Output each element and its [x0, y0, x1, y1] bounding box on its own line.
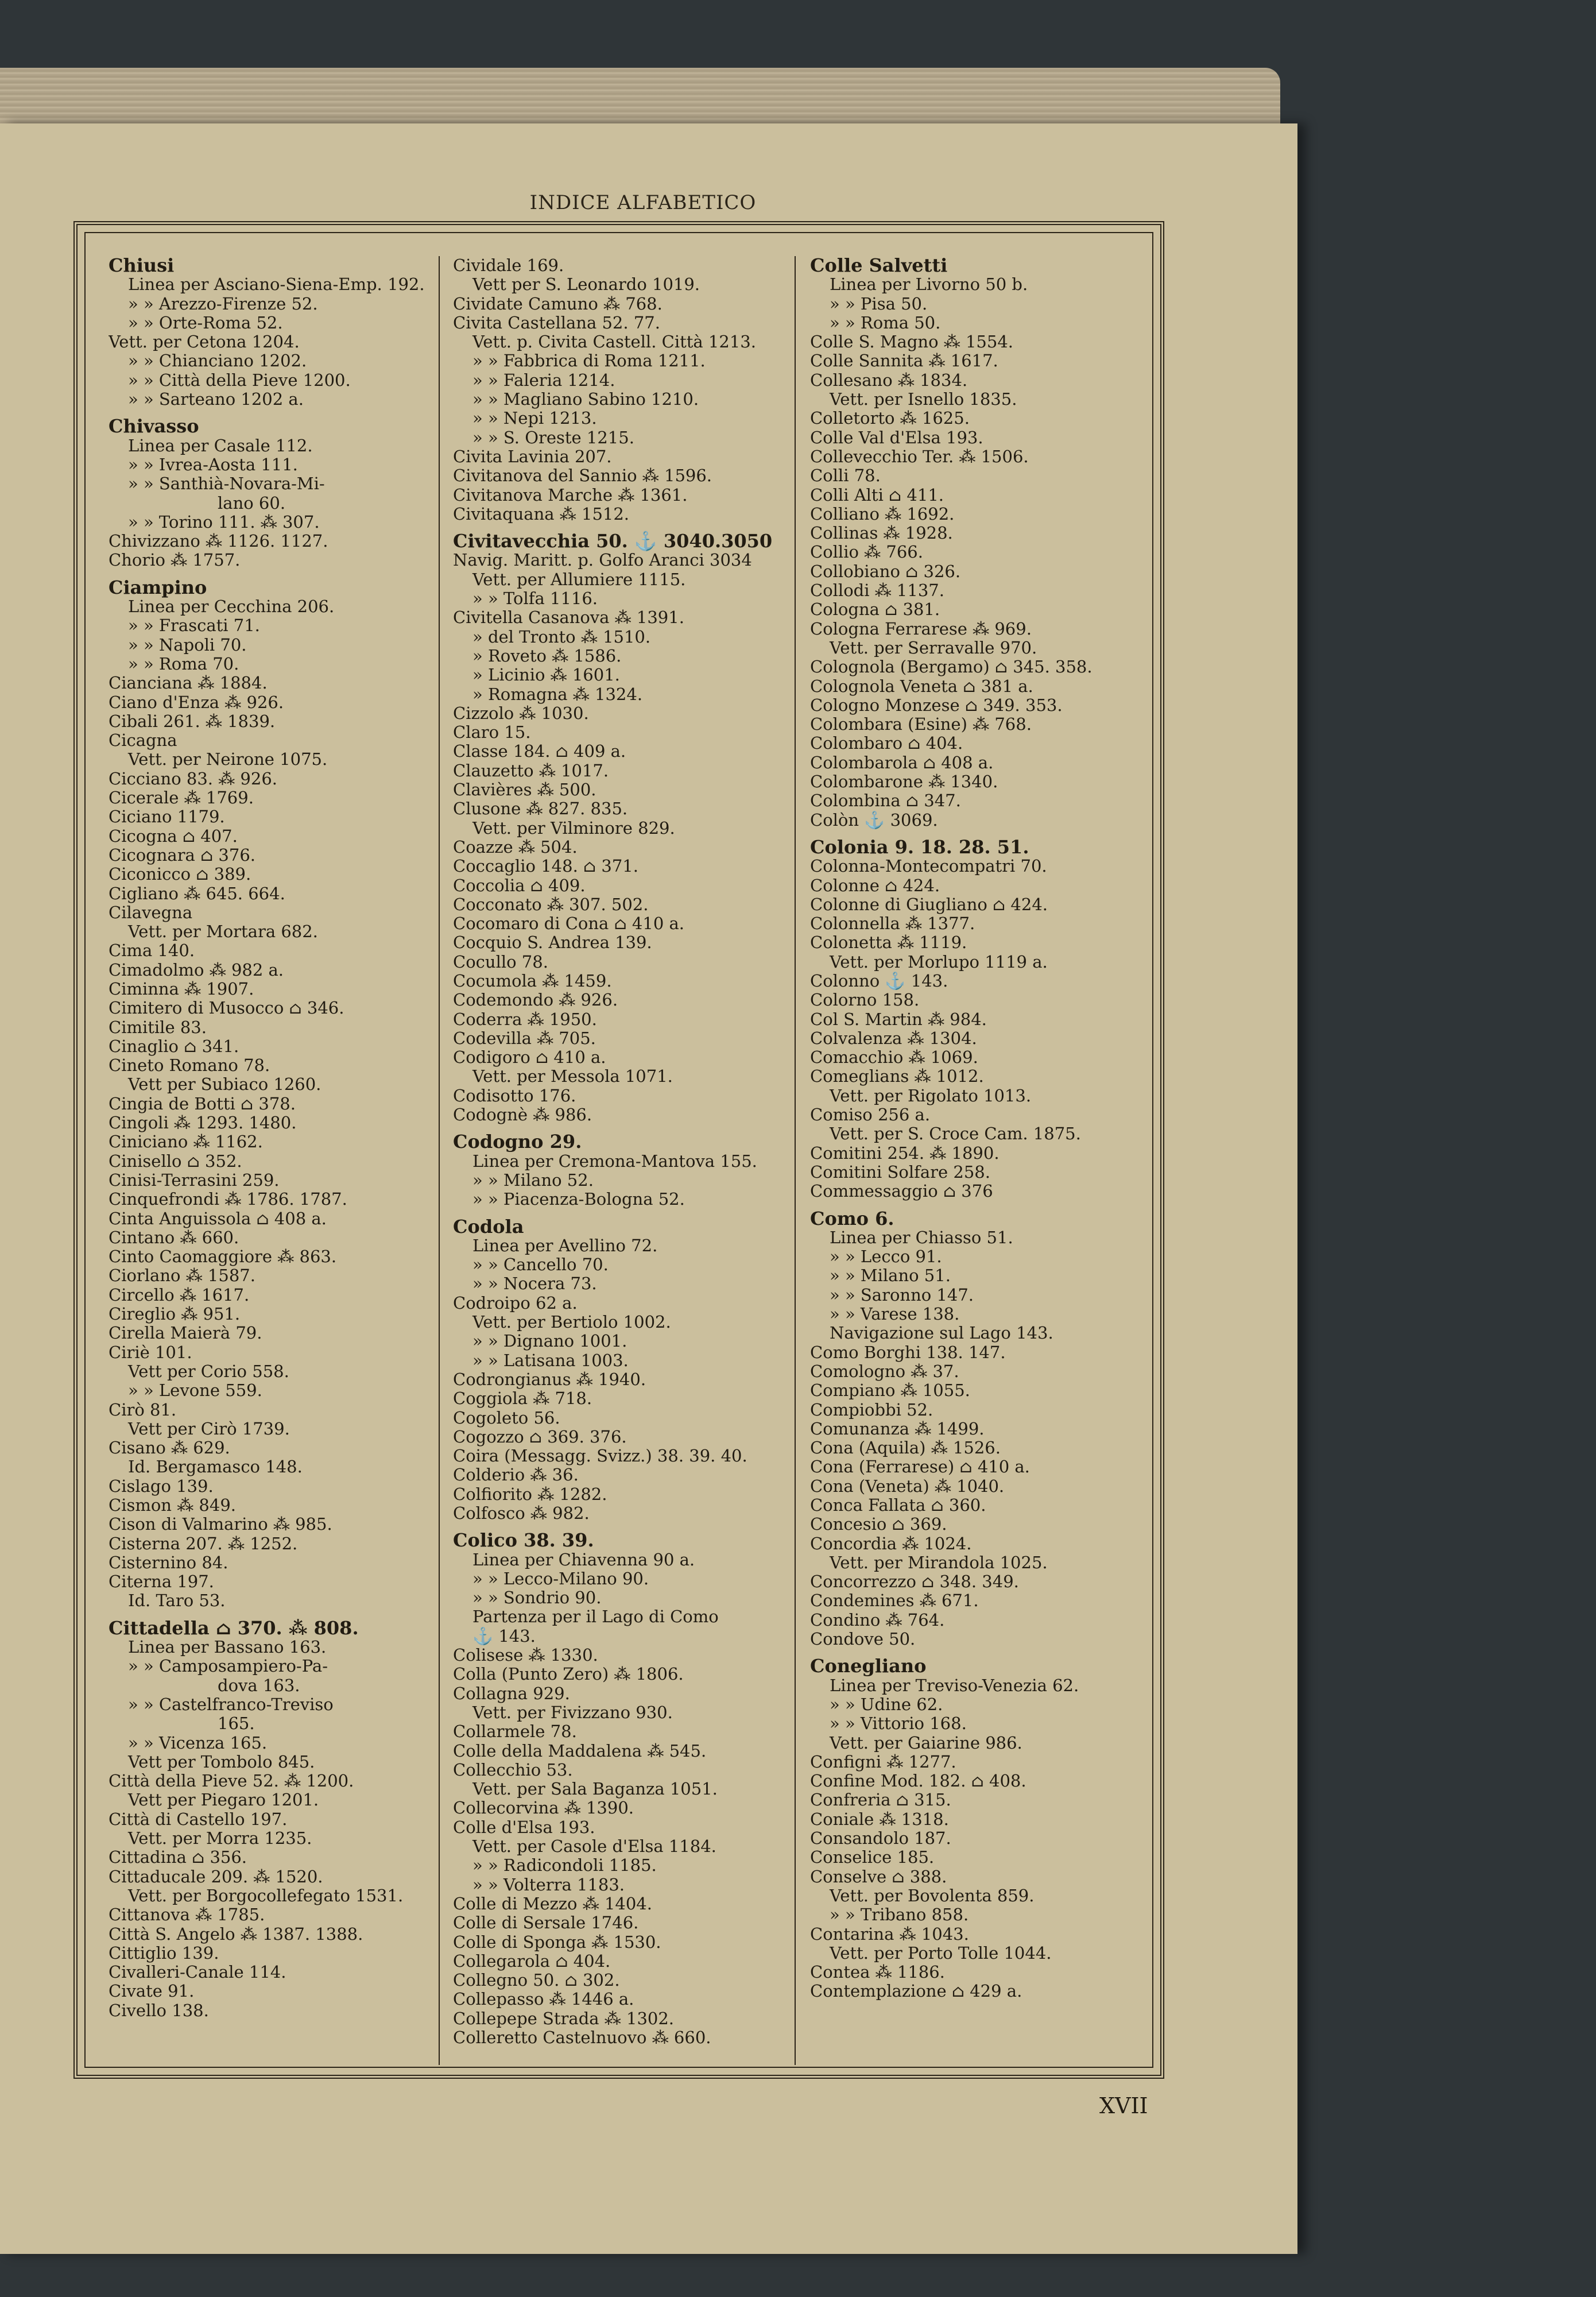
index-entry: Linea per Bassano 163.: [128, 1637, 327, 1657]
index-entry: Codrongianus ⁂ 1940.: [453, 1369, 646, 1389]
index-entry: Codognè ⁂ 986.: [453, 1105, 592, 1125]
index-entry: » » Camposampiero-Pa-: [128, 1656, 328, 1676]
index-entry: Collio ⁂ 766.: [810, 542, 923, 562]
index-entry: Colfosco ⁂ 982.: [453, 1503, 590, 1523]
index-entry: » » Arezzo-Firenze 52.: [128, 293, 318, 314]
index-entry: Linea per Treviso-Venezia 62.: [830, 1675, 1079, 1695]
index-entry: Cicciano 83. ⁂ 926.: [109, 768, 277, 788]
index-entry: Città della Pieve 52. ⁂ 1200.: [109, 1771, 354, 1791]
index-entry: Cona (Aquila) ⁂ 1526.: [810, 1438, 1001, 1458]
index-entry: Cizzolo ⁂ 1030.: [453, 703, 589, 723]
index-entry: Claro 15.: [453, 722, 531, 743]
index-entry: Clusone ⁂ 827. 835.: [453, 799, 628, 819]
index-entry: Vett. per Mirandola 1025.: [830, 1552, 1048, 1572]
index-entry: Vett. per Morlupo 1119 a.: [830, 952, 1048, 972]
index-entry: Colvalenza ⁂ 1304.: [810, 1028, 977, 1048]
index-entry: Comunanza ⁂ 1499.: [810, 1418, 985, 1438]
index-entry: Linea per Livorno 50 b.: [830, 274, 1028, 295]
index-entry: Clauzetto ⁂ 1017.: [453, 760, 609, 780]
index-entry: Collesano ⁂ 1834.: [810, 370, 968, 390]
index-entry: Colonno ⚓ 143.: [810, 970, 948, 991]
index-entry: » » Dignano 1001.: [472, 1331, 627, 1351]
index-heading: Colico 38. 39.: [453, 1529, 594, 1552]
index-frame-inner: [84, 232, 1153, 2068]
index-entry: Coccaglio 148. ⌂ 371.: [453, 856, 638, 876]
index-entry: » Roveto ⁂ 1586.: [472, 645, 622, 666]
index-entry: Cilavegna: [109, 902, 193, 922]
index-entry: Cologna Ferrarese ⁂ 969.: [810, 618, 1032, 639]
index-entry: Condino ⁂ 764.: [810, 1610, 945, 1630]
index-heading: Colonia 9. 18. 28. 51.: [810, 836, 1029, 858]
index-entry: Cimitile 83.: [109, 1017, 207, 1037]
index-entry: Colli Alti ⌂ 411.: [810, 485, 944, 505]
index-entry: Confine Mod. 182. ⌂ 408.: [810, 1771, 1026, 1791]
index-entry: Ciano d'Enza ⁂ 926.: [109, 692, 284, 712]
index-entry: Commessaggio ⌂ 376: [810, 1181, 993, 1201]
index-entry: Navigazione sul Lago 143.: [830, 1323, 1053, 1343]
index-entry: Collevecchio Ter. ⁂ 1506.: [810, 446, 1029, 466]
index-heading: Como 6.: [810, 1207, 894, 1229]
index-entry: » » Faleria 1214.: [472, 370, 615, 390]
index-entry: Cintano ⁂ 660.: [109, 1227, 239, 1247]
index-entry: » » Sondrio 90.: [472, 1588, 602, 1608]
index-entry: Cicognara ⌂ 376.: [109, 845, 256, 865]
index-entry: Cocullo 78.: [453, 952, 548, 972]
index-entry: » » S. Oreste 1215.: [472, 427, 634, 447]
index-entry: » » Roma 70.: [128, 653, 239, 674]
index-entry: Cocomaro di Cona ⌂ 410 a.: [453, 914, 685, 934]
page-folio: XVII: [1099, 2093, 1148, 2118]
index-entry: Collinas ⁂ 1928.: [810, 523, 953, 543]
index-entry: ⚓ 143.: [472, 1626, 536, 1646]
index-heading: Civitavecchia 50. ⚓ 3040.3050: [453, 530, 773, 552]
index-entry: Chivizzano ⁂ 1126. 1127.: [109, 531, 328, 551]
index-entry: Cittaducale 209. ⁂ 1520.: [109, 1866, 323, 1886]
index-entry: Collobiano ⌂ 326.: [810, 561, 961, 581]
index-entry: » » Frascati 71.: [128, 616, 260, 636]
index-entry: Vett. per Morra 1235.: [128, 1828, 312, 1849]
index-entry: Vett. per Serravalle 970.: [830, 637, 1037, 658]
index-entry: Cinta Anguissola ⌂ 408 a.: [109, 1208, 327, 1228]
index-entry: Ciniciano ⁂ 1162.: [109, 1132, 263, 1152]
index-heading: Cittadella ⌂ 370. ⁂ 808.: [109, 1617, 359, 1639]
index-entry: Colle di Sponga ⁂ 1530.: [453, 1932, 661, 1952]
index-entry: Cittanova ⁂ 1785.: [109, 1905, 265, 1925]
index-entry: Linea per Cremona-Mantova 155.: [472, 1151, 757, 1171]
index-entry: » » Castelfranco-Treviso: [128, 1694, 334, 1714]
index-entry: Vett. per Messola 1071.: [472, 1066, 673, 1086]
index-entry: Linea per Avellino 72.: [472, 1235, 658, 1255]
index-entry: Vett. per Bertiolo 1002.: [472, 1312, 671, 1332]
index-entry: Vett per S. Leonardo 1019.: [472, 274, 700, 295]
index-entry: Cingoli ⁂ 1293. 1480.: [109, 1113, 297, 1133]
index-entry: » » Udine 62.: [830, 1694, 943, 1714]
index-entry: » » Orte-Roma 52.: [128, 312, 283, 332]
index-entry: Cogoleto 56.: [453, 1407, 560, 1428]
index-entry: Collepasso ⁂ 1446 a.: [453, 1989, 634, 2009]
index-entry: Cineto Romano 78.: [109, 1055, 270, 1076]
index-entry: Id. Taro 53.: [128, 1591, 226, 1611]
index-entry: lano 60.: [218, 493, 286, 513]
index-entry: Cingia de Botti ⌂ 378.: [109, 1093, 296, 1113]
index-entry: Vett. per Cetona 1204.: [109, 332, 300, 352]
index-entry: Comacchio ⁂ 1069.: [810, 1047, 978, 1068]
index-entry: Colle Sannita ⁂ 1617.: [810, 351, 998, 371]
index-entry: Collegarola ⌂ 404.: [453, 1951, 611, 1971]
index-entry: Colleretto Castelnuovo ⁂ 660.: [453, 2028, 711, 2048]
index-entry: Cinisello ⌂ 352.: [109, 1151, 242, 1171]
index-frame: [73, 221, 1164, 2079]
index-entry: Cimitero di Musocco ⌂ 346.: [109, 998, 344, 1018]
index-entry: Vett per Piegaro 1201.: [128, 1790, 319, 1810]
index-entry: Condove 50.: [810, 1629, 916, 1649]
index-entry: Circello ⁂ 1617.: [109, 1285, 250, 1305]
index-entry: Collagna 929.: [453, 1683, 570, 1703]
index-heading: Codola: [453, 1215, 524, 1238]
index-entry: Città S. Angelo ⁂ 1387. 1388.: [109, 1924, 363, 1944]
index-entry: Civate 91.: [109, 1981, 195, 2001]
index-entry: Configni ⁂ 1277.: [810, 1751, 956, 1772]
index-entry: Linea per Casale 112.: [128, 435, 313, 455]
index-entry: » » Santhià-Novara-Mi-: [128, 474, 325, 494]
index-entry: Civalleri-Canale 114.: [109, 1962, 286, 1982]
index-entry: Codroipo 62 a.: [453, 1293, 578, 1313]
index-entry: Cireglio ⁂ 951.: [109, 1304, 241, 1324]
index-entry: » » Nocera 73.: [472, 1274, 597, 1294]
index-entry: Cologna ⌂ 381.: [810, 600, 940, 620]
index-entry: » » Piacenza-Bologna 52.: [472, 1189, 685, 1209]
index-entry: Compiobbi 52.: [810, 1399, 933, 1420]
index-entry: Cinquefrondi ⁂ 1786. 1787.: [109, 1189, 347, 1209]
index-entry: Vett. per Sala Baganza 1051.: [472, 1779, 718, 1799]
index-entry: Colliano ⁂ 1692.: [810, 504, 955, 524]
index-entry: » » Chianciano 1202.: [128, 351, 307, 371]
index-entry: » » Fabbrica di Roma 1211.: [472, 351, 706, 371]
index-entry: Partenza per il Lago di Como: [472, 1607, 719, 1627]
index-heading: Conegliano: [810, 1655, 927, 1677]
index-entry: Cona (Ferrarese) ⌂ 410 a.: [810, 1457, 1030, 1477]
index-column-2: [453, 256, 797, 2065]
index-entry: Cislago 139.: [109, 1476, 214, 1496]
index-entry: Colli 78.: [810, 466, 881, 486]
index-entry: Vett. per Vilminore 829.: [472, 818, 675, 838]
index-entry: Cismon ⁂ 849.: [109, 1495, 236, 1515]
index-entry: Civello 138.: [109, 2000, 209, 2020]
index-entry: Codigoro ⌂ 410 a.: [453, 1047, 606, 1068]
index-entry: Colisese ⁂ 1330.: [453, 1645, 598, 1665]
index-entry: Colombina ⌂ 347.: [810, 791, 961, 811]
index-entry: Ciciano 1179.: [109, 807, 225, 827]
index-entry: Vett. per Rigolato 1013.: [830, 1085, 1032, 1105]
index-entry: Cianciana ⁂ 1884.: [109, 673, 268, 693]
index-entry: Codevilla ⁂ 705.: [453, 1028, 596, 1048]
index-entry: Cogozzo ⌂ 369. 376.: [453, 1426, 627, 1447]
index-entry: Cigliano ⁂ 645. 664.: [109, 883, 285, 903]
index-entry: Contarina ⁂ 1043.: [810, 1924, 969, 1944]
index-entry: Colòn ⚓ 3069.: [810, 810, 938, 830]
index-entry: Vett. per S. Croce Cam. 1875.: [830, 1124, 1081, 1144]
index-entry: Citerna 197.: [109, 1572, 214, 1592]
index-entry: Vett. per Porto Tolle 1044.: [830, 1943, 1052, 1963]
index-entry: Contemplazione ⌂ 429 a.: [810, 1981, 1022, 2001]
index-entry: » » Pisa 50.: [830, 293, 928, 314]
index-entry: Como Borghi 138. 147.: [810, 1342, 1006, 1362]
index-entry: Coazze ⁂ 504.: [453, 837, 578, 857]
index-entry: 165.: [218, 1714, 255, 1734]
index-entry: Colle Val d'Elsa 193.: [810, 427, 983, 447]
index-entry: Conselve ⌂ 388.: [810, 1866, 947, 1886]
index-entry: Colderio ⁂ 36.: [453, 1465, 579, 1485]
index-entry: Vett per Cirò 1739.: [128, 1418, 290, 1438]
index-entry: Colonne di Giugliano ⌂ 424.: [810, 894, 1048, 914]
index-entry: Colorno 158.: [810, 990, 920, 1010]
book-page: [0, 123, 1297, 2254]
index-entry: Consandolo 187.: [810, 1828, 951, 1849]
index-entry: Coira (Messagg. Svizz.) 38. 39. 40.: [453, 1446, 747, 1466]
index-column-1: [109, 256, 453, 2065]
index-entry: Vett per Subiaco 1260.: [128, 1074, 321, 1095]
index-entry: Colombarola ⌂ 408 a.: [810, 752, 994, 772]
index-entry: » » Vicenza 165.: [128, 1733, 268, 1753]
index-entry: Cona (Veneta) ⁂ 1040.: [810, 1476, 1005, 1496]
index-entry: Collarmele 78.: [453, 1722, 577, 1742]
index-entry: » » Milano 51.: [830, 1266, 951, 1286]
index-entry: Colombaro ⌂ 404.: [810, 733, 963, 753]
index-entry: Linea per Chiavenna 90 a.: [472, 1549, 695, 1569]
index-entry: Cittadina ⌂ 356.: [109, 1847, 247, 1867]
index-entry: Civita Lavinia 207.: [453, 446, 612, 466]
index-entry: Cividate Camuno ⁂ 768.: [453, 293, 663, 314]
index-entry: Civitanova Marche ⁂ 1361.: [453, 485, 688, 505]
index-column-3: [810, 256, 1155, 2065]
index-entry: Coniale ⁂ 1318.: [810, 1809, 949, 1829]
index-entry: Comologno ⁂ 37.: [810, 1361, 959, 1381]
index-entry: Vett. p. Civita Castell. Città 1213.: [472, 332, 756, 352]
index-entry: » » Levone 559.: [128, 1380, 262, 1401]
index-entry: Coderra ⁂ 1950.: [453, 1009, 597, 1029]
index-entry: Civitaquana ⁂ 1512.: [453, 504, 630, 524]
index-entry: Colle d'Elsa 193.: [453, 1817, 595, 1837]
index-entry: Navig. Maritt. p. Golfo Aranci 3034: [453, 550, 752, 570]
index-entry: » » Radicondoli 1185.: [472, 1855, 657, 1876]
index-heading: Ciampino: [109, 576, 207, 598]
index-entry: » » Milano 52.: [472, 1170, 594, 1190]
index-entry: Colombara (Esine) ⁂ 768.: [810, 714, 1032, 734]
index-entry: Colle di Sersale 1746.: [453, 1913, 639, 1933]
index-entry: Collepepe Strada ⁂ 1302.: [453, 2008, 675, 2028]
index-entry: Ciconicco ⌂ 389.: [109, 864, 251, 884]
index-entry: Cocumola ⁂ 1459.: [453, 970, 612, 991]
index-entry: Concordia ⁂ 1024.: [810, 1533, 972, 1553]
index-entry: Vett per Corio 558.: [128, 1361, 289, 1381]
index-entry: Comitini Solfare 258.: [810, 1162, 990, 1182]
index-entry: » » Sarteano 1202 a.: [128, 389, 304, 409]
index-entry: Concesio ⌂ 369.: [810, 1514, 947, 1534]
index-entry: » Licinio ⁂ 1601.: [472, 665, 620, 685]
index-entry: Cividale 169.: [453, 256, 564, 275]
index-entry: Vett. per Neirone 1075.: [128, 749, 328, 769]
index-entry: Cittiglio 139.: [109, 1943, 219, 1963]
index-entry: Colletorto ⁂ 1625.: [810, 408, 970, 428]
index-entry: Codemondo ⁂ 926.: [453, 990, 618, 1010]
index-entry: Clavières ⁂ 500.: [453, 780, 596, 800]
index-entry: Ciriè 101.: [109, 1342, 192, 1362]
index-heading: Codogno 29.: [453, 1131, 582, 1153]
index-entry: Colle S. Magno ⁂ 1554.: [810, 332, 1013, 352]
index-entry: Colonne ⌂ 424.: [810, 875, 940, 895]
index-entry: Vett. per Fivizzano 930.: [472, 1702, 673, 1722]
index-entry: » » Ivrea-Aosta 111.: [128, 454, 298, 474]
index-entry: Linea per Asciano-Siena-Emp. 192.: [128, 274, 425, 295]
index-entry: Linea per Chiasso 51.: [830, 1227, 1013, 1247]
index-entry: Cison di Valmarino ⁂ 985.: [109, 1514, 332, 1534]
index-entry: Comitini 254. ⁂ 1890.: [810, 1143, 1000, 1163]
index-entry: » Romagna ⁂ 1324.: [472, 684, 643, 704]
index-entry: » » Roma 50.: [830, 312, 941, 332]
index-entry: Codisotto 176.: [453, 1085, 576, 1105]
index-entry: Id. Bergamasco 148.: [128, 1457, 303, 1477]
index-entry: Cicogna ⌂ 407.: [109, 826, 238, 846]
index-entry: Vett. per Isnello 1835.: [830, 389, 1017, 409]
index-entry: Cicerale ⁂ 1769.: [109, 788, 254, 808]
index-entry: Colle di Mezzo ⁂ 1404.: [453, 1893, 652, 1913]
index-entry: » » Latisana 1003.: [472, 1350, 629, 1370]
index-entry: Vett. per Allumiere 1115.: [472, 569, 686, 589]
index-entry: dova 163.: [218, 1675, 300, 1695]
index-entry: Cinto Caomaggiore ⁂ 863.: [109, 1247, 337, 1267]
index-entry: Civitella Casanova ⁂ 1391.: [453, 608, 684, 628]
index-entry: » » Nepi 1213.: [472, 408, 597, 428]
index-entry: Cimadolmo ⁂ 982 a.: [109, 960, 284, 980]
index-entry: » » Tolfa 1116.: [472, 589, 598, 609]
index-entry: Concorrezzo ⌂ 348. 349.: [810, 1572, 1019, 1592]
index-entry: » » Volterra 1183.: [472, 1874, 625, 1894]
index-entry: Vett. per Bovolenta 859.: [830, 1885, 1035, 1905]
index-heading: Chivasso: [109, 415, 199, 438]
index-heading: Chiusi: [109, 256, 175, 276]
index-entry: Cisano ⁂ 629.: [109, 1438, 230, 1458]
index-entry: » » Varese 138.: [830, 1304, 960, 1324]
index-entry: Col S. Martin ⁂ 984.: [810, 1009, 987, 1029]
index-entry: Conca Fallata ⌂ 360.: [810, 1495, 986, 1515]
index-entry: Vett. per Casole d'Elsa 1184.: [472, 1836, 716, 1857]
index-entry: Linea per Cecchina 206.: [128, 597, 335, 617]
index-entry: » » Saronno 147.: [830, 1285, 974, 1305]
index-entry: Colonetta ⁂ 1119.: [810, 933, 967, 953]
index-entry: » » Lecco-Milano 90.: [472, 1568, 649, 1588]
index-entry: Coggiola ⁂ 718.: [453, 1389, 592, 1409]
index-entry: Civitanova del Sannio ⁂ 1596.: [453, 466, 712, 486]
index-entry: Cirella Maierà 79.: [109, 1323, 262, 1343]
index-entry: Colombarone ⁂ 1340.: [810, 772, 998, 792]
index-entry: Vett per Tombolo 845.: [128, 1751, 315, 1772]
index-entry: Ciminna ⁂ 1907.: [109, 979, 254, 999]
index-entry: Civita Castellana 52. 77.: [453, 312, 660, 332]
index-entry: » » Napoli 70.: [128, 635, 247, 655]
index-entry: » » Vittorio 168.: [830, 1714, 967, 1734]
index-entry: Cologno Monzese ⌂ 349. 353.: [810, 695, 1063, 715]
index-entry: Cima 140.: [109, 941, 195, 961]
index-entry: » del Tronto ⁂ 1510.: [472, 627, 651, 647]
index-entry: Colonnella ⁂ 1377.: [810, 914, 975, 934]
index-entry: Cisternino 84.: [109, 1552, 228, 1572]
index-entry: Cicagna: [109, 730, 177, 751]
index-entry: Confreria ⌂ 315.: [810, 1790, 951, 1810]
index-entry: » » Cancello 70.: [472, 1255, 609, 1275]
index-entry: Vett. per Gaiarine 986.: [830, 1733, 1022, 1753]
index-entry: Cisterna 207. ⁂ 1252.: [109, 1533, 298, 1553]
index-entry: Città di Castello 197.: [109, 1809, 288, 1829]
index-entry: Conselice 185.: [810, 1847, 935, 1867]
index-entry: Colle della Maddalena ⁂ 545.: [453, 1741, 707, 1761]
index-entry: Ciorlano ⁂ 1587.: [109, 1266, 255, 1286]
index-entry: Cinisi-Terrasini 259.: [109, 1170, 280, 1190]
index-entry: Cirò 81.: [109, 1399, 177, 1420]
index-entry: Cocquio S. Andrea 139.: [453, 933, 652, 953]
index-entry: Cinaglio ⌂ 341.: [109, 1036, 239, 1056]
index-entry: Colognola Veneta ⌂ 381 a.: [810, 676, 1033, 696]
index-entry: Cocconato ⁂ 307. 502.: [453, 894, 649, 914]
index-entry: Colonna-Montecompatri 70.: [810, 856, 1047, 876]
index-entry: Contea ⁂ 1186.: [810, 1962, 945, 1982]
index-entry: Collecchio 53.: [453, 1760, 573, 1780]
column-divider-2: [795, 256, 796, 2065]
index-entry: Collodi ⁂ 1137.: [810, 581, 944, 601]
index-entry: Coccolia ⌂ 409.: [453, 875, 586, 895]
index-entry: Vett. per Borgocollefegato 1531.: [128, 1885, 404, 1905]
index-entry: Cibali 261. ⁂ 1839.: [109, 711, 276, 731]
page-header: INDICE ALFABETICO: [529, 191, 757, 214]
index-entry: Colognola (Bergamo) ⌂ 345. 358.: [810, 657, 1093, 677]
index-entry: » » Tribano 858.: [830, 1905, 969, 1925]
index-entry: Classe 184. ⌂ 409 a.: [453, 741, 626, 761]
index-entry: Colfiorito ⁂ 1282.: [453, 1484, 607, 1504]
index-entry: » » Lecco 91.: [830, 1247, 942, 1267]
index-entry: Comiso 256 a.: [810, 1105, 931, 1125]
index-heading: Colle Salvetti: [810, 256, 948, 276]
index-entry: Condemines ⁂ 671.: [810, 1591, 979, 1611]
column-divider-1: [439, 256, 440, 2065]
index-entry: Comeglians ⁂ 1012.: [810, 1066, 984, 1086]
index-entry: » » Torino 111. ⁂ 307.: [128, 512, 320, 532]
index-entry: Collecorvina ⁂ 1390.: [453, 1798, 634, 1818]
index-entry: Collegno 50. ⌂ 302.: [453, 1970, 620, 1990]
index-entry: Chorio ⁂ 1757.: [109, 550, 241, 570]
index-entry: Colla (Punto Zero) ⁂ 1806.: [453, 1664, 684, 1684]
index-entry: Compiano ⁂ 1055.: [810, 1380, 970, 1401]
index-entry: Vett. per Mortara 682.: [128, 922, 318, 942]
index-entry: » » Magliano Sabino 1210.: [472, 389, 699, 409]
index-entry: » » Città della Pieve 1200.: [128, 370, 351, 390]
